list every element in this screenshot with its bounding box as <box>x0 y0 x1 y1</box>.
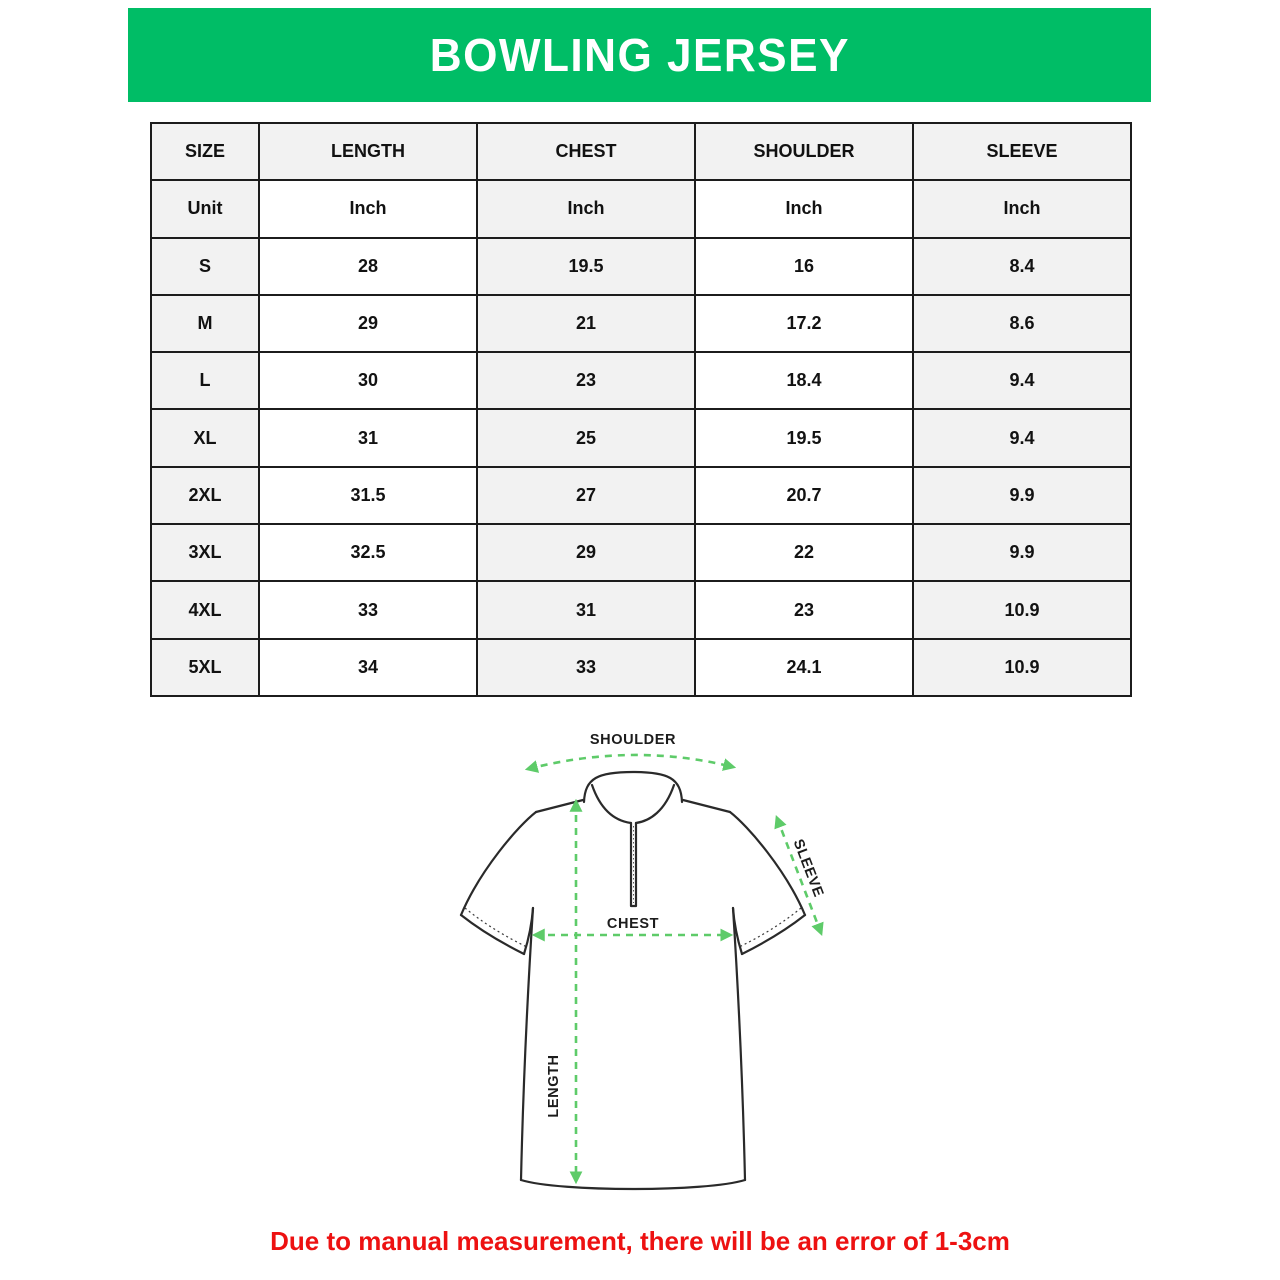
shoulder-label: SHOULDER <box>589 732 677 748</box>
shoulder-cell: 23 <box>695 581 913 638</box>
jersey-outline <box>461 772 805 1189</box>
length-cell: 30 <box>259 352 477 409</box>
chest-cell: 31 <box>477 581 695 638</box>
chest-cell: 23 <box>477 352 695 409</box>
shoulder-arrow <box>528 755 733 769</box>
size-cell: S <box>151 238 259 295</box>
shoulder-cell: 18.4 <box>695 352 913 409</box>
unit-cell: Inch <box>259 180 477 237</box>
table-row <box>151 352 1131 409</box>
length-cell: 34 <box>259 639 477 696</box>
unit-label: Unit <box>151 180 259 237</box>
page-title: BOWLING JERSEY <box>429 29 850 81</box>
length-cell: 31 <box>259 409 477 466</box>
length-cell: 28 <box>259 238 477 295</box>
shoulder-cell: 16 <box>695 238 913 295</box>
table-row <box>151 295 1131 352</box>
size-chart-table <box>150 122 1132 697</box>
chest-cell: 21 <box>477 295 695 352</box>
table-row <box>151 581 1131 638</box>
unit-row <box>151 180 1131 237</box>
length-label: LENGTH <box>546 1054 563 1118</box>
size-cell: L <box>151 352 259 409</box>
shoulder-cell: 17.2 <box>695 295 913 352</box>
sleeve-cell: 9.4 <box>913 409 1131 466</box>
size-cell: M <box>151 295 259 352</box>
header-sleeve: SLEEVE <box>913 123 1131 180</box>
disclaimer-text: Due to manual measurement, there will be an error of 1-3cm <box>270 1226 1010 1256</box>
sleeve-cell: 10.9 <box>913 639 1131 696</box>
table-row <box>151 639 1131 696</box>
shoulder-cell: 22 <box>695 524 913 581</box>
sleeve-cell: 9.4 <box>913 352 1131 409</box>
unit-cell: Inch <box>913 180 1131 237</box>
table-row <box>151 238 1131 295</box>
chest-cell: 33 <box>477 639 695 696</box>
shoulder-cell: 20.7 <box>695 467 913 524</box>
table-row <box>151 467 1131 524</box>
size-cell: 5XL <box>151 639 259 696</box>
chest-cell: 25 <box>477 409 695 466</box>
measurement-arrows <box>528 755 821 1181</box>
sleeve-cell: 10.9 <box>913 581 1131 638</box>
header-length: LENGTH <box>259 123 477 180</box>
chest-cell: 19.5 <box>477 238 695 295</box>
header-chest: CHEST <box>477 123 695 180</box>
title-banner <box>128 8 1151 102</box>
chest-cell: 27 <box>477 467 695 524</box>
size-cell: 4XL <box>151 581 259 638</box>
sleeve-label: SLEEVE <box>789 837 827 900</box>
header-size: SIZE <box>151 123 259 180</box>
shoulder-cell: 24.1 <box>695 639 913 696</box>
sleeve-cell: 9.9 <box>913 467 1131 524</box>
unit-cell: Inch <box>477 180 695 237</box>
table-row <box>151 409 1131 466</box>
size-cell: 3XL <box>151 524 259 581</box>
table-header-row <box>151 123 1131 180</box>
size-cell: 2XL <box>151 467 259 524</box>
chest-cell: 29 <box>477 524 695 581</box>
table-row <box>151 524 1131 581</box>
shoulder-cell: 19.5 <box>695 409 913 466</box>
length-cell: 29 <box>259 295 477 352</box>
header-shoulder: SHOULDER <box>695 123 913 180</box>
length-cell: 31.5 <box>259 467 477 524</box>
jersey-diagram <box>430 722 900 1202</box>
unit-cell: Inch <box>695 180 913 237</box>
chest-label: CHEST <box>606 916 660 932</box>
length-cell: 33 <box>259 581 477 638</box>
length-cell: 32.5 <box>259 524 477 581</box>
size-cell: XL <box>151 409 259 466</box>
sleeve-cell: 9.9 <box>913 524 1131 581</box>
sleeve-cell: 8.4 <box>913 238 1131 295</box>
sleeve-cell: 8.6 <box>913 295 1131 352</box>
